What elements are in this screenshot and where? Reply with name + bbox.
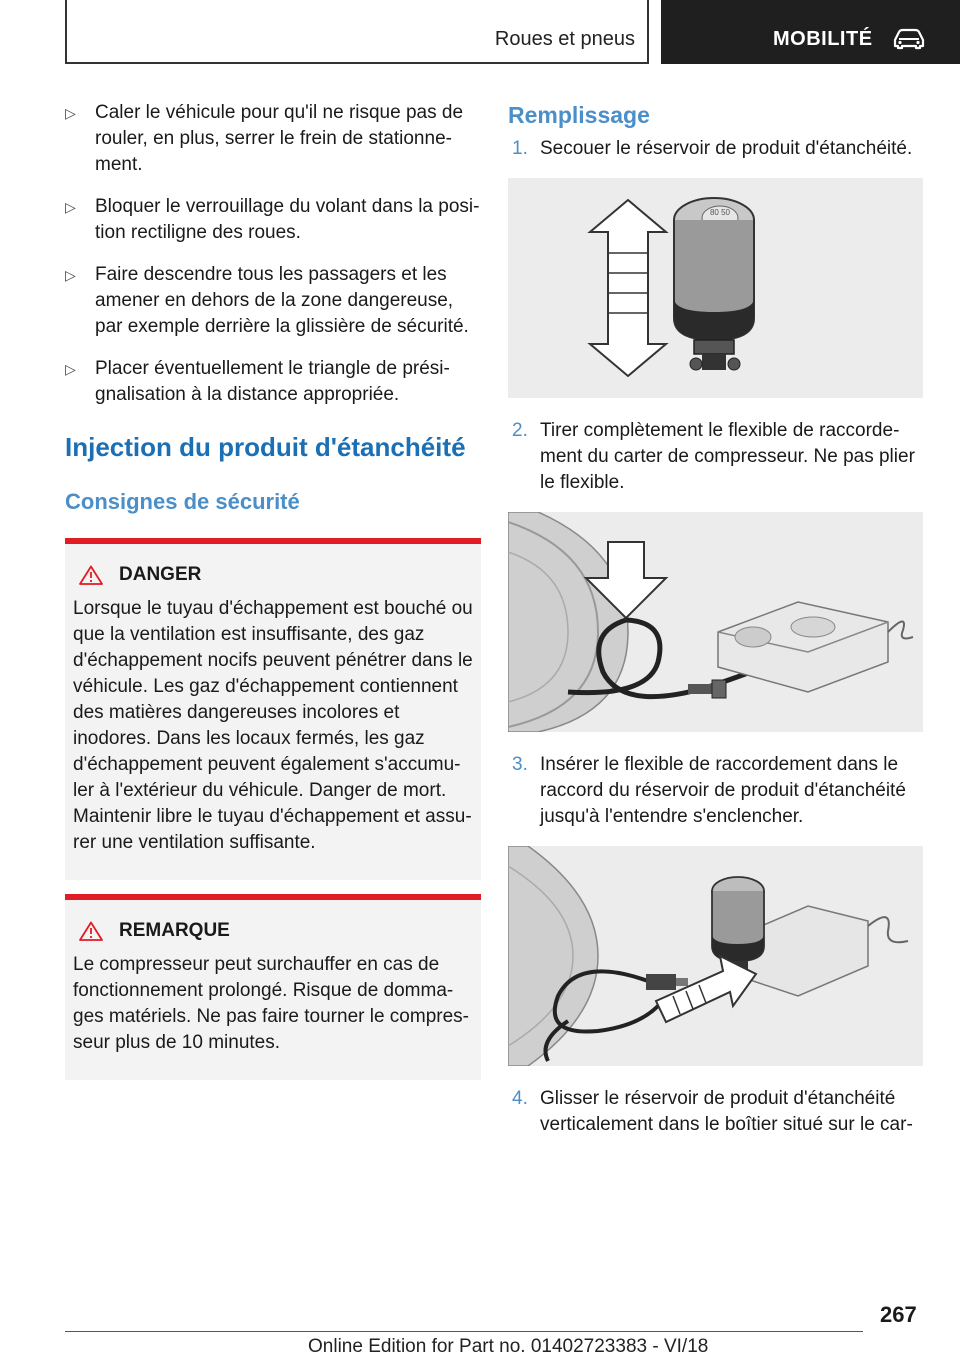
list-item-text: Bloquer le verrouillage du volant dans la position rectiligne des roues. (95, 196, 480, 243)
remark-text: Le compresseur peut surchauffer en cas de fonctionnement prolongé. Risque de dommages matériels. Ne pas faire tourner le compresseur plus de 10 minutes. (73, 954, 469, 1053)
section-title: Injection du produit d'étanchéité (65, 432, 466, 462)
danger-label: DANGER (119, 564, 202, 585)
bullet-triangle-icon: ▷ (65, 105, 76, 121)
danger-header (73, 564, 473, 586)
header-section-box (65, 0, 649, 64)
bullet-triangle-icon: ▷ (65, 267, 76, 283)
step-text: Insérer le flexible de raccordement dans le raccord du réservoir de produit d'étanchéité jusqu'à l'entendre s'enclencher. (540, 754, 906, 827)
step-text: Secouer le réservoir de produit d'étanchéité. (540, 138, 913, 159)
warning-triangle-icon (79, 565, 103, 585)
list-item-text: Placer éventuellement le triangle de présignalisation à la distance appropriée. (95, 358, 450, 405)
footer-edition: Online Edition for Part no. 01402723383 - VI/18 (308, 1336, 709, 1357)
step-number: 1. (512, 138, 528, 159)
bullet-triangle-icon: ▷ (65, 361, 76, 377)
footer-divider (65, 1331, 863, 1332)
header-section-title: Roues et pneus (494, 28, 635, 50)
bullet-triangle-icon: ▷ (65, 199, 76, 215)
step-text: Glisser le réservoir de produit d'étanchéité verticalement dans le boîtier situé sur le car- (540, 1088, 913, 1135)
step-item (508, 1086, 924, 1138)
step-item (508, 752, 924, 830)
header-chapter-box (661, 0, 960, 64)
step-text: Tirer complètement le flexible de raccordement du carter de compresseur. Ne pas plier le flexible. (540, 420, 915, 493)
compressor-hose-figure (508, 512, 923, 732)
step-number: 2. (512, 420, 528, 441)
step-item (508, 136, 924, 162)
list-item (65, 356, 481, 408)
step-item (508, 418, 924, 496)
sealant-bottle-figure (508, 178, 923, 398)
danger-notice (65, 538, 481, 880)
list-item (65, 262, 481, 340)
remark-notice (65, 894, 481, 1080)
list-item (65, 100, 481, 178)
left-column (65, 100, 481, 1080)
danger-text: Lorsque le tuyau d'échappement est bouché ou que la ventilation est insuffisante, des gaz d'échappement nocifs peuvent pénétrer dans le véhicule. Les gaz d'échappement contiennent des matières dangereuses incolores et inodores. Dans les locaux fermés, les gaz d'échappement peuvent également s'accumuler à l'extérieur du véhicule. Danger de mort. Maintenir libre le tuyau d'échappement et assurer une ventilation suffisante. (73, 598, 473, 853)
right-column (508, 100, 924, 1138)
step-number: 4. (512, 1088, 528, 1109)
connect-hose-figure (508, 846, 923, 1066)
shake-bottle-illustration (508, 178, 923, 398)
remark-header (73, 920, 473, 942)
hose-illustration (508, 512, 923, 732)
warning-triangle-icon (79, 921, 103, 941)
list-item-text: Caler le véhicule pour qu'il ne risque pas de rouler, en plus, serrer le frein de stationnement. (95, 102, 464, 175)
step-number: 3. (512, 754, 528, 775)
list-item-text: Faire descendre tous les passagers et les amener en dehors de la zone dangereuse, par exemple derrière la glissière de sécurité. (95, 264, 469, 337)
bottle-label: 80 50 (709, 208, 731, 217)
remark-label: REMARQUE (119, 920, 230, 941)
connect-illustration (508, 846, 923, 1066)
header-chapter-title: MOBILITÉ (773, 28, 873, 50)
precaution-list (65, 100, 481, 408)
list-item (65, 194, 481, 246)
page-number: 267 (880, 1302, 917, 1327)
subsection-title: Consignes de sécurité (65, 489, 300, 514)
car-icon (892, 28, 926, 50)
filling-title: Remplissage (508, 102, 650, 128)
